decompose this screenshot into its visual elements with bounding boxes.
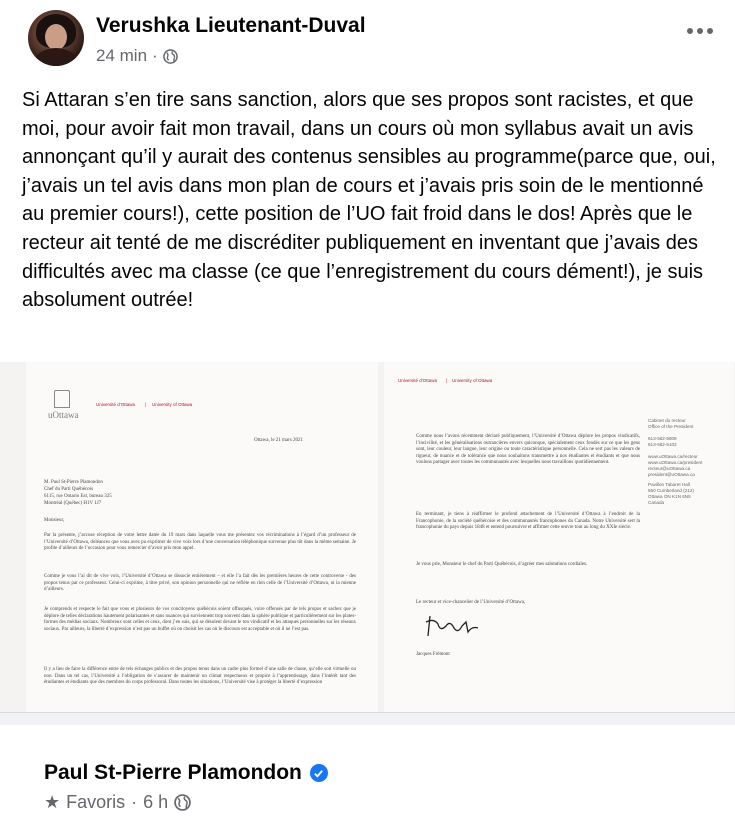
letter-header-sep: |	[145, 402, 147, 407]
letter-paragraph-2: Comme je vous l’ai dit de vive voix, l’Université d’Ottawa se dissocie entièrement – et elle l’a fait dès les premières heures de cette controverse - des propos tenus par ce professeur. Celui-ci exprime, à titre privé, son opinion personnelle qui ne reflète en rien celle de l’Université d’Ottawa, ni la mienne d’ailleurs.	[44, 574, 356, 593]
signature-image	[424, 612, 484, 642]
meta-separator: ·	[152, 46, 158, 65]
letter-paragraph-8: Le recteur et vice-chancelier de l’Université d’Ottawa,	[416, 600, 526, 605]
contact-2: 613-562-5103	[648, 442, 677, 447]
contact-8: 550 Cumberland (212)	[648, 488, 694, 493]
letter-header-en: University of Ottawa	[152, 402, 193, 407]
globe-icon[interactable]	[174, 794, 191, 811]
verified-badge-icon	[310, 764, 328, 782]
more-options-button[interactable]	[687, 28, 713, 34]
letter-paragraph-3: Je comprends et respecte le fait que vous et plusieurs de vos concitoyens québécois soient offusqués, voire offensés par de tels propos et sachez que je déplore de telles déclarations hautement polarisantes et sans nuances qui surviennent trop souvent dans la sphère publique et particulièrement sur les plates-formes des médias sociaux. Nombreux sont celles et ceux, dont j’en suis, qui se désolent devant le ton vindicatif et les attaques personnelles sur les réseaux sociaux. Par ailleurs, la liberté d’expression n’est pas un buffet où on choisit les cas où le discours est acceptable et où il ne l’est pas.	[44, 607, 356, 632]
divider	[0, 713, 735, 725]
globe-icon[interactable]	[163, 49, 178, 64]
author-avatar[interactable]	[28, 10, 84, 66]
letter-header-fr-p2: Université d’Ottawa	[398, 378, 438, 383]
letter-paragraph-4: Il y a lieu de faire la différence entre de tels échanges publics et des propos tenus dans un cadre plus formel d’une salle de classe, qu’elle soit virtuelle ou non. Dans un tel cas, l’Université a l’obligation de s’assurer de maintenir un climat respectueux et propice à l’apprentissage, dans l’intérêt tant des étudiantes et étudiants que des membres du corps professoral. Dans toutes les situations, l’Université vise à protéger la liberté d’expression	[44, 667, 356, 686]
contact-1: 613-562-5809	[648, 436, 677, 441]
uottawa-seal-icon	[54, 390, 70, 408]
letter-recipient-2: Chef du Parti Québécois	[44, 487, 94, 492]
letter-paragraph-7: Je vous prie, Monsieur le chef du Parti Québécois, d’agréer mes salutations cordiales.	[416, 562, 588, 567]
contact-4: www.uOttawa.ca/president	[648, 460, 703, 465]
post-meta	[96, 46, 178, 66]
shared-time[interactable]: 6 h	[143, 792, 169, 812]
letter-signatory: Jacques Frémont	[416, 652, 450, 657]
star-icon: ★	[44, 792, 61, 812]
author-name[interactable]: Verushka Lieutenant-Duval	[96, 14, 366, 37]
letter-recipient-3: 6115, rue Ontario Est, bureau 325	[44, 494, 112, 499]
ellipsis-icon	[687, 28, 693, 34]
shared-meta	[44, 792, 191, 813]
contact-3: www.uOttawa.ca/recteur	[648, 454, 698, 459]
letter-recipient-1: M. Paul St-Pierre Plamondon	[44, 480, 103, 485]
letter-date: Ottawa, le 21 mars 2021	[254, 438, 304, 443]
shared-post-footer	[0, 712, 735, 826]
letter-page-2	[384, 362, 734, 712]
shared-author-name[interactable]: Paul St-Pierre Plamondon	[44, 761, 302, 784]
contact-6: president@uOttawa.ca	[648, 472, 695, 477]
letter-paragraph-5: Comme nous l’avons récemment déclaré publiquement, l’Université d’Ottawa déplore les propos vindicatifs, l’incivilité, et les généralisations outrancières envers quiconque, spécialement ceux fondés sur ce que les gens sont, leur couleur, leur langue, leur origine ou toute caractéristique personnelle. Cela ne sert pas les valeurs de rigueur, de nuance et de tolérance que nous souhaitons transmettre à nos étudiantes et étudiants et que nous voulons partager avec toutes les communautés avec lesquelles nous travaillons quotidiennement.	[416, 434, 640, 466]
letter-logo: uOttawa	[48, 410, 79, 420]
post-header	[0, 0, 735, 80]
letter-recipient-4: Montréal (Québec) H1V 1J7	[44, 501, 102, 506]
contact-7: Pavillon Tabaret Hall	[648, 482, 690, 487]
meta-separator: ·	[131, 792, 138, 812]
letter-header-fr: Université d’Ottawa	[96, 402, 136, 407]
letter-paragraph-6: En terminant, je tiens à réaffirmer le profond attachement de l’Université d’Ottawa à l’endroit de la Francophonie, de la société québécoise et des communautés francophones du Canada. Notre Université sert la francophonie du pays depuis 1848 et entend poursuivre et affirmer cette œuvre tout au long du XXIe siècle.	[416, 512, 640, 531]
post-text: Si Attaran s’en tire sans sanction, alors que ses propos sont racistes, et que moi, pour avoir fait mon travail, dans un cours où mon syllabus avait un avis annonçant qu’il y aurait des contenus sensibles au programme(parce que, oui, j’avais un tel avis dans mon plan de cours et j’avais pris soin de le mentionné au premier cours!), cette position de l’UO fait froid dans le dos! Après que le recteur ait tenté de me discréditer publiquement en inventant que j’avais des difficultés avec ma classe (ce que l’enregistrement du cours dément!), je suis absolument outrée!	[22, 89, 716, 312]
office-fr: Cabinet du recteur	[648, 418, 686, 423]
letter-page-1	[26, 362, 378, 712]
post-time[interactable]: 24 min	[96, 46, 148, 65]
post-image[interactable]	[0, 362, 735, 712]
contact-5: recteur@uOttawa.ca	[648, 466, 691, 471]
shared-author	[44, 761, 328, 785]
favorites-label[interactable]: Favoris	[66, 792, 126, 812]
letter-header-en-p2: University of Ottawa	[452, 378, 493, 383]
office-en: Office of the President	[648, 424, 694, 429]
letter-salutation: Monsieur,	[44, 518, 65, 523]
letter-header-sep-p2: |	[446, 378, 448, 383]
letter-paragraph-1: Par la présente, j’accuse réception de votre lettre datée du 19 mars dans laquelle vous me présentez vos récriminations à l’égard d’un professeur de l’Université d’Ottawa, doléances que vous avez pu exprimer de vive voix lors d’une conversation téléphonique survenue plus tôt dans la même semaine. Je profite d’ailleurs de l’occasion pour vous remercier d’avoir pris mon appel.	[44, 533, 356, 552]
contact-9: Ottawa ON K1N 6N5	[648, 494, 691, 499]
contact-10: Canada	[648, 500, 665, 505]
